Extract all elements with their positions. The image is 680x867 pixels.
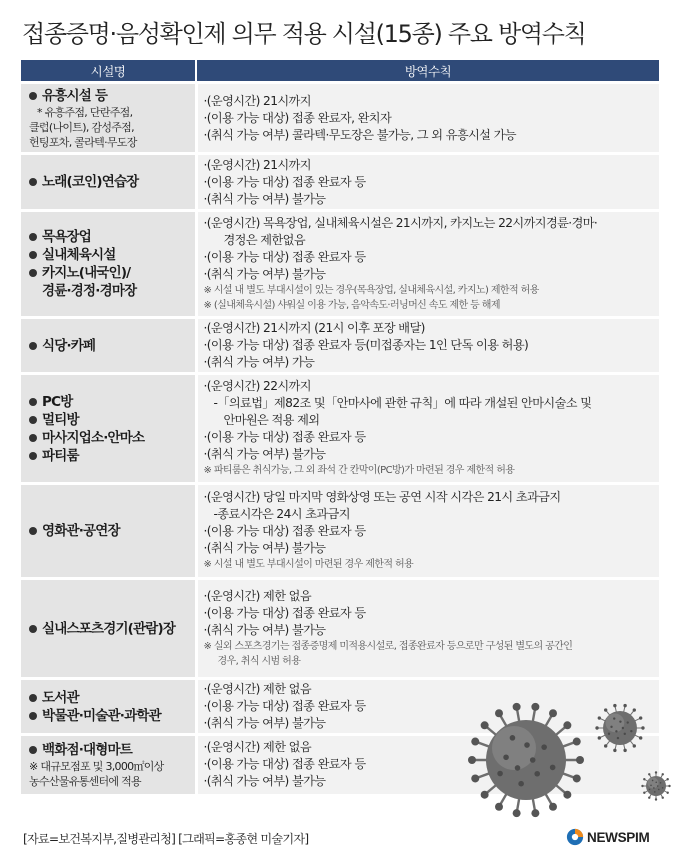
measures-cell bbox=[196, 154, 659, 211]
measure-item: -「의료법」제82조 및「안마사에 관한 규칙」에 따라 개설된 안마시술소 및 bbox=[213, 396, 592, 411]
facility-name-text: 식당·카페 bbox=[42, 337, 96, 354]
measure-item: ·(운영시간) 제한 없음 bbox=[203, 588, 312, 603]
measure-note: ※ 시설 내 별도 부대시설이 마련된 경우 제한적 허용 bbox=[203, 559, 414, 571]
header-measures: 방역수칙 bbox=[196, 60, 659, 83]
measure-item: ·(운영시간) 21시까지 bbox=[203, 157, 311, 172]
facility-name bbox=[29, 689, 193, 707]
facility-note: * 유흥주점, 단란주점, bbox=[37, 105, 133, 119]
measure-item: ·(운영시간) 당일 마지막 영화상영 또는 공연 시작 시각은 21시 초과금지 bbox=[203, 490, 561, 505]
facility-name-text: 도서관 bbox=[42, 689, 79, 706]
facility-name-text: 파티룸 bbox=[42, 447, 79, 464]
measures-cell bbox=[196, 579, 659, 679]
measure-item: ·(취식 가능 여부) 가능 bbox=[203, 355, 315, 369]
facility-cell bbox=[21, 211, 196, 318]
facility-cell bbox=[21, 83, 196, 154]
facility-name bbox=[29, 707, 193, 725]
bullet-icon bbox=[29, 269, 37, 277]
bullet-icon bbox=[29, 712, 37, 720]
measure-item: ·(운영시간) 목욕장업, 실내체육시설은 21시까지, 카지노는 22시까지경륜·경마· bbox=[203, 215, 598, 230]
facility-cell bbox=[21, 484, 196, 579]
measure-item: ·(이용 가능 대상) 접종 완료자 등 bbox=[203, 699, 366, 713]
bullet-icon bbox=[29, 694, 37, 702]
facility-name bbox=[29, 87, 193, 105]
facility-note: 농수산물유통센터에 적용 bbox=[29, 774, 141, 788]
measure-item: ·(운영시간) 제한 없음 bbox=[203, 682, 312, 696]
measure-item: ·(운영시간) 22시까지 bbox=[203, 379, 311, 394]
facility-name bbox=[29, 173, 193, 191]
logo-text: NEWSPIM bbox=[587, 829, 650, 845]
bullet-icon bbox=[29, 251, 37, 259]
virus-icon bbox=[466, 700, 586, 820]
measure-item: ·(취식 가능 여부) 불가능 bbox=[203, 774, 326, 789]
measure-item: ·(이용 가능 대상) 접종 완료자 등 bbox=[203, 524, 366, 539]
facility-name-text: 목욕장업 bbox=[42, 229, 91, 245]
facility-cell bbox=[21, 374, 196, 484]
bullet-icon bbox=[29, 398, 37, 406]
measure-item: 안마원은 적용 제외 bbox=[223, 413, 320, 428]
measure-note: ※ 시설 내 별도 부대시설이 있는 경우(목욕장업, 실내체육시설, 카지노) 제한적 허용 bbox=[203, 284, 539, 296]
bullet-icon bbox=[29, 625, 37, 633]
table-row bbox=[21, 211, 659, 318]
facility-name-text: 유흥시설 등 bbox=[42, 87, 108, 104]
facility-name bbox=[29, 447, 193, 465]
table-row bbox=[21, 154, 659, 211]
bullet-icon bbox=[29, 434, 37, 442]
measure-item: ·(운영시간) 21시까지 bbox=[203, 93, 311, 108]
measure-item: ·(이용 가능 대상) 접종 완료자, 완치자 bbox=[203, 110, 392, 125]
source-credit: [자료=보건복지부,질병관리청] [그래픽=홍종현 미술기자] bbox=[23, 832, 309, 846]
facility-name-text: 백화점·대형마트 bbox=[42, 741, 133, 758]
table-row bbox=[21, 484, 659, 579]
measure-item: ·(이용 가능 대상) 접종 완료자 등 bbox=[203, 430, 366, 445]
measure-item: ·(취식 가능 여부) 불가능 bbox=[203, 191, 326, 206]
measure-item: 경정은 제한없음 bbox=[223, 232, 305, 247]
facility-name bbox=[29, 522, 193, 540]
facility-name-text: 카지노(내국인)/ bbox=[42, 265, 131, 281]
bullet-icon bbox=[29, 92, 37, 100]
measures-cell bbox=[196, 484, 659, 579]
measure-note: ※ 파티룸은 취식가능, 그 외 좌석 간 칸막이(PC방)가 마련된 경우 제한적 허용 bbox=[203, 465, 515, 477]
facility-name-text: 노래(코인)연습장 bbox=[42, 174, 139, 190]
facility-name bbox=[29, 620, 193, 638]
facility-cell bbox=[21, 318, 196, 374]
measure-item: ·(취식 가능 여부) 불가능 bbox=[203, 447, 326, 462]
facility-name bbox=[29, 337, 193, 355]
facility-note: ※ 대규모점포 및 3,000㎡이상 bbox=[29, 759, 164, 773]
facility-name bbox=[29, 228, 193, 246]
facility-name-text: 마사지업소·안마소 bbox=[42, 429, 145, 446]
measure-item: ·(이용 가능 대상) 접종 완료자 등 bbox=[203, 757, 366, 772]
bullet-icon bbox=[29, 416, 37, 424]
measure-item: ·(이용 가능 대상) 접종 완료자 등 bbox=[203, 605, 366, 620]
facility-name bbox=[29, 282, 193, 300]
measure-note: 경우, 취식 시범 허용 bbox=[217, 656, 301, 667]
measure-item: ·(운영시간) 제한 없음 bbox=[203, 740, 312, 755]
measure-item: ·(이용 가능 대상) 접종 완료자 등 bbox=[203, 174, 366, 189]
facility-name bbox=[29, 246, 193, 264]
virus-icon bbox=[594, 702, 646, 754]
rules-table bbox=[21, 60, 659, 794]
bullet-icon bbox=[29, 746, 37, 754]
facility-note: 클럽(나이트), 감성주점, bbox=[29, 120, 134, 134]
facility-cell bbox=[21, 679, 196, 735]
facility-name bbox=[29, 411, 193, 429]
measure-item: ·(취식 가능 여부) 불가능 bbox=[203, 716, 326, 730]
facility-name-text: 멀티방 bbox=[42, 411, 79, 428]
table-row bbox=[21, 579, 659, 679]
facility-cell bbox=[21, 154, 196, 211]
facility-note: 헌팅포차, 콜라텍·무도장 bbox=[29, 135, 137, 149]
facility-name-text: 실내스포츠경기(관람)장 bbox=[42, 620, 176, 637]
facility-name bbox=[29, 741, 193, 759]
table-row bbox=[21, 374, 659, 484]
measure-note: ※ (실내체육시설) 샤워실 이용 가능, 음악속도·러닝머신 속도 제한 등 해제 bbox=[203, 300, 500, 311]
table-row bbox=[21, 318, 659, 374]
measures-cell bbox=[196, 318, 659, 374]
newspim-logo bbox=[566, 827, 649, 847]
measure-item: ·(운영시간) 21시까지 (21시 이후 포장 배달) bbox=[203, 321, 425, 335]
facility-name-text: 영화관·공연장 bbox=[42, 523, 120, 539]
facility-cell bbox=[21, 735, 196, 794]
facility-name-text: PC방 bbox=[42, 393, 73, 410]
measure-item: ·(취식 가능 여부) 콜라텍·무도장은 불가능, 그 외 유흥시설 가능 bbox=[203, 127, 516, 142]
facility-name bbox=[29, 393, 193, 411]
page-title: 접종증명·음성확인제 의무 적용 시설(15종) 주요 방역수칙 bbox=[22, 20, 586, 48]
facility-name bbox=[29, 264, 193, 282]
header-facility: 시설명 bbox=[21, 60, 196, 83]
measures-cell bbox=[196, 679, 659, 735]
bullet-icon bbox=[29, 342, 37, 350]
measure-item: ·(이용 가능 대상) 접종 완료자 등 bbox=[203, 249, 366, 264]
measure-note: ※ 실외 스포츠경기는 접종증명제 미적용시설로, 접종완료자 등으로만 구성된 별도의 공간인 bbox=[203, 640, 573, 652]
virus-icon bbox=[640, 770, 672, 802]
facility-name-text: 박물관·미술관·과학관 bbox=[42, 707, 161, 724]
facility-cell bbox=[21, 579, 196, 679]
measures-cell bbox=[196, 374, 659, 484]
measure-item: ·(취식 가능 여부) 불가능 bbox=[203, 622, 326, 637]
measure-item: -종료시각은 24시 초과금지 bbox=[213, 507, 350, 522]
measures-cell bbox=[196, 83, 659, 154]
table-row bbox=[21, 83, 659, 154]
bullet-icon bbox=[29, 452, 37, 460]
facility-name-text: 실내체육시설 bbox=[42, 247, 116, 263]
measure-item: ·(취식 가능 여부) 불가능 bbox=[203, 266, 326, 281]
bullet-icon bbox=[29, 527, 37, 535]
newspim-logo-icon bbox=[566, 828, 584, 846]
measures-cell bbox=[196, 211, 659, 318]
facility-name-text: 경륜·경정·경마장 bbox=[42, 283, 137, 299]
measures-cell bbox=[196, 735, 659, 794]
measure-item: ·(이용 가능 대상) 접종 완료자 등(미접종자는 1인 단독 이용 허용) bbox=[203, 338, 529, 352]
measure-item: ·(취식 가능 여부) 불가능 bbox=[203, 541, 326, 556]
bullet-icon bbox=[29, 233, 37, 241]
bullet-icon bbox=[29, 178, 37, 186]
facility-name bbox=[29, 429, 193, 447]
